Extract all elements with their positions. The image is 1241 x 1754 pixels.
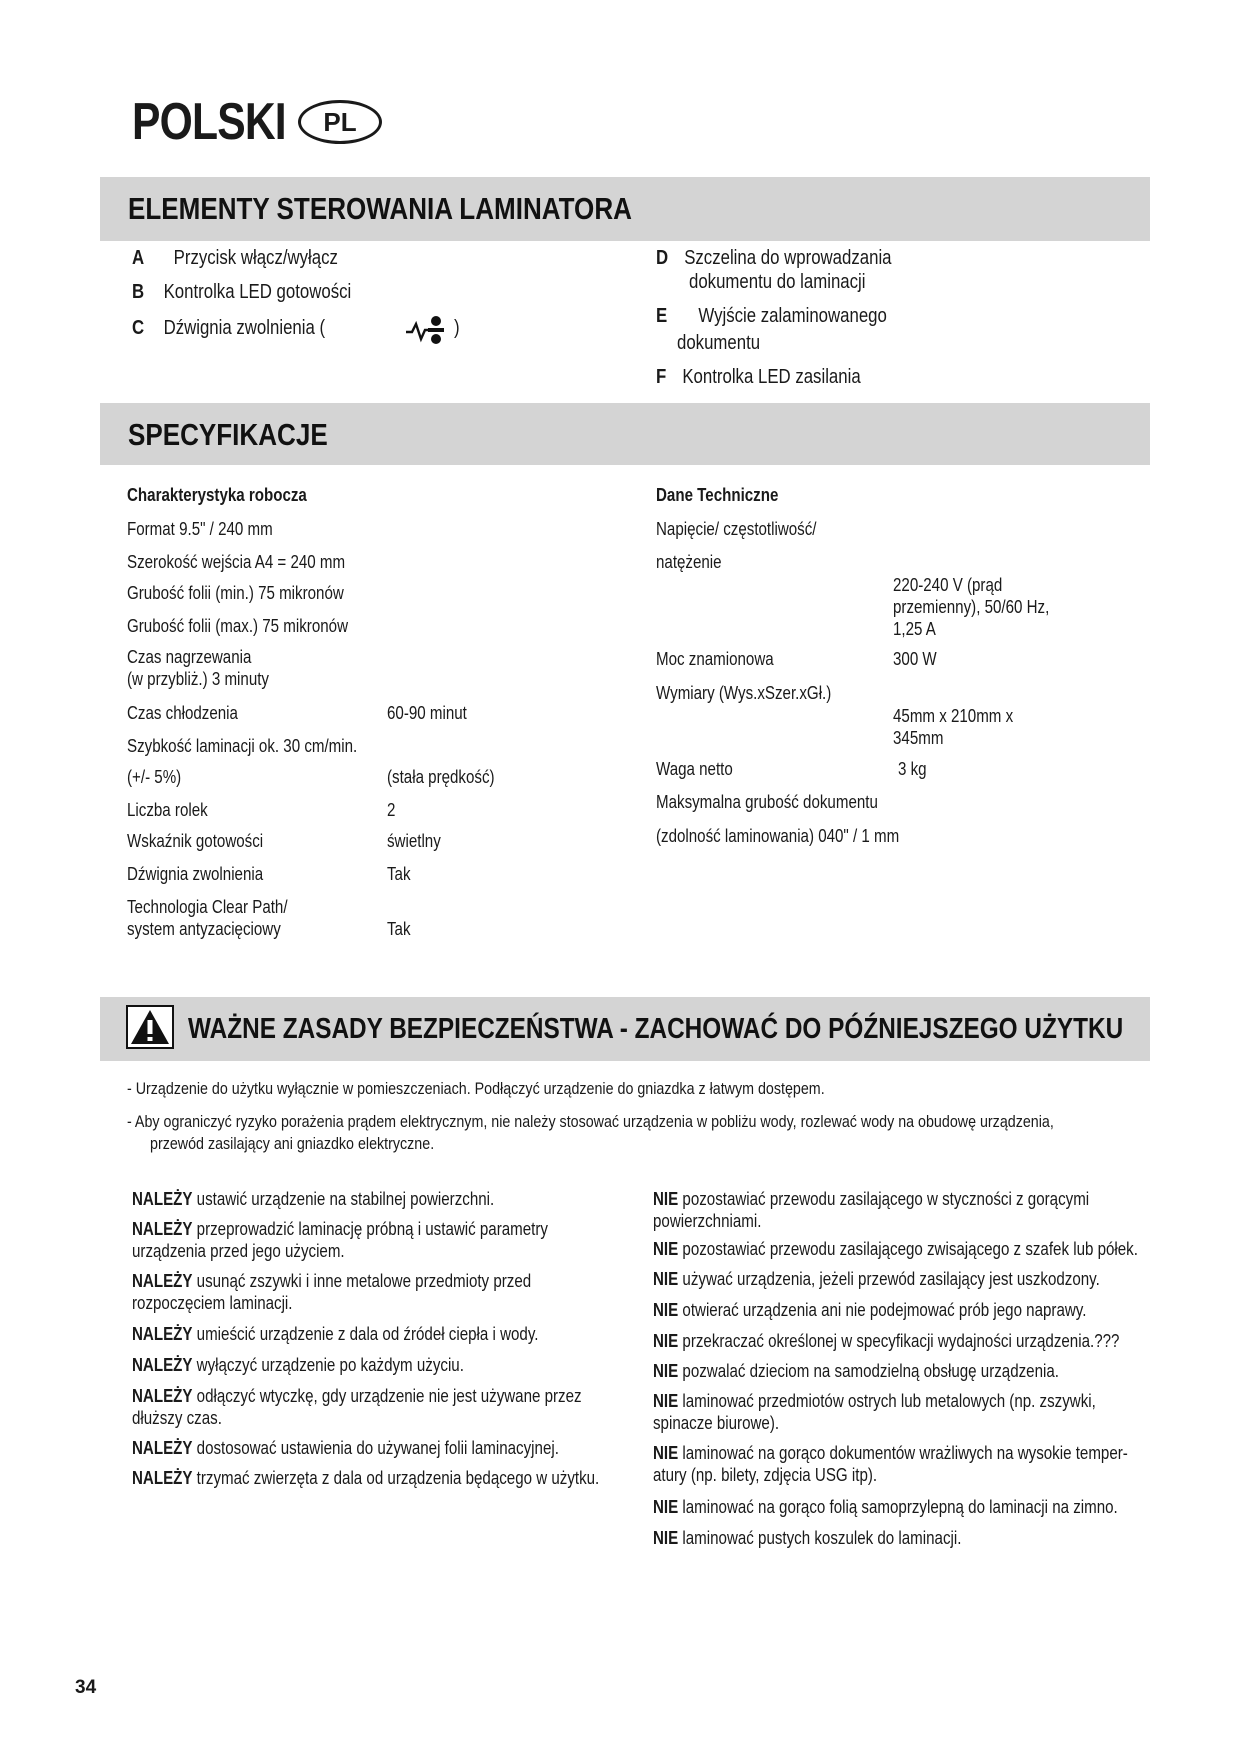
spec-clearpath-value: Tak xyxy=(387,919,411,939)
dont-item xyxy=(653,1188,1089,1210)
dont-text: otwierać urządzenia ani nie podejmować prób jego naprawy. xyxy=(678,1300,1087,1320)
do-item xyxy=(132,1270,531,1292)
control-letter: E xyxy=(656,305,668,327)
release-lever-icon xyxy=(404,313,446,347)
control-item-e xyxy=(656,304,887,328)
page-title: POLSKI xyxy=(132,93,286,151)
control-label: Wyjście zalaminowanego xyxy=(698,305,887,327)
do-text: odłączyć wtyczkę, gdy urządzenie nie jest używane przez xyxy=(192,1386,582,1406)
dont-text: przekraczać określonej w specyfikacji wydajności urządzenia.??? xyxy=(678,1331,1120,1351)
spec-speed-value: (stała prędkość) xyxy=(387,767,495,787)
spec-film-min: Grubość folii (min.) 75 mikronów xyxy=(127,583,344,603)
spec-voltage-value: 220-240 V (prąd xyxy=(893,575,1003,595)
spec-maxdoc-value: (zdolność laminowania) 040" / 1 mm xyxy=(656,826,900,846)
spec-ready-label: Wskaźnik gotowości xyxy=(127,831,264,851)
control-label: Kontrolka LED zasilania xyxy=(682,366,861,388)
spec-clearpath-label-2: system antyzacięciowy xyxy=(127,919,281,939)
spec-voltage-label-2: natężenie xyxy=(656,552,722,572)
do-text: umieścić urządzenie z dala od źródeł ciepła i wody. xyxy=(192,1324,539,1344)
dont-item xyxy=(653,1442,1128,1464)
spec-weight-value: 3 kg xyxy=(898,759,927,779)
spec-rollers-value: 2 xyxy=(387,800,396,820)
dont-item xyxy=(653,1527,961,1549)
control-item-c-close: ) xyxy=(454,317,460,339)
dont-text: pozostawiać przewodu zasilającego w styczności z gorącymi xyxy=(678,1189,1090,1209)
spec-voltage-value-3: 1,25 A xyxy=(893,619,936,639)
dont-text: pozwalać dzieciom na samodzielną obsługę urządzenia. xyxy=(678,1361,1059,1381)
specs-left-heading: Charakterystyka robocza xyxy=(127,485,307,505)
safety-section-header xyxy=(100,997,1150,1061)
spec-dims-label: Wymiary (Wys.xSzer.xGł.) xyxy=(656,683,832,703)
spec-width: Szerokość wejścia A4 = 240 mm xyxy=(127,552,346,572)
dont-keyword: NIE xyxy=(653,1189,679,1209)
dont-item-cont: atury (np. bilety, zdjęcia USG itp). xyxy=(653,1465,878,1485)
spec-maxdoc-label: Maksymalna grubość dokumentu xyxy=(656,792,878,812)
do-item xyxy=(132,1218,548,1240)
dont-keyword: NIE xyxy=(653,1361,679,1381)
do-keyword: NALEŻY xyxy=(132,1324,193,1344)
do-keyword: NALEŻY xyxy=(132,1219,193,1239)
spec-speed-tolerance: (+/- 5%) xyxy=(127,767,182,787)
dont-item xyxy=(653,1496,1118,1518)
do-text: trzymać zwierzęta z dala od urządzenia będącego w użytku. xyxy=(192,1468,600,1488)
dont-keyword: NIE xyxy=(653,1269,679,1289)
spec-release-value: Tak xyxy=(387,864,411,884)
control-item-e-cont: dokumentu xyxy=(677,332,761,354)
dont-keyword: NIE xyxy=(653,1239,679,1259)
do-text: przeprowadzić laminację próbną i ustawić parametry xyxy=(192,1219,548,1239)
dont-item-cont: spinacze biurowe). xyxy=(653,1413,780,1433)
spec-format: Format 9.5" / 240 mm xyxy=(127,519,273,539)
dont-item xyxy=(653,1268,1100,1290)
spec-cool-label: Czas chłodzenia xyxy=(127,703,238,723)
do-keyword: NALEŻY xyxy=(132,1386,193,1406)
spec-release-label: Dźwignia zwolnienia xyxy=(127,864,264,884)
spec-dims-value-2: 345mm xyxy=(893,728,944,748)
spec-cool-value: 60-90 minut xyxy=(387,703,467,723)
safety-intro-2: - Aby ograniczyć ryzyko porażenia prądem elektrycznym, nie należy stosować urządzenia w pobliżu wody, rozlewać wody na obudowę urządzenia, xyxy=(127,1112,1054,1131)
spec-clearpath-label: Technologia Clear Path/ xyxy=(127,897,288,917)
spec-weight-label: Waga netto xyxy=(656,759,733,779)
spec-voltage-value-2: przemienny), 50/60 Hz, xyxy=(893,597,1050,617)
do-item xyxy=(132,1437,559,1459)
control-label: Dźwignia zwolnienia ( xyxy=(163,317,326,339)
do-item xyxy=(132,1467,599,1489)
control-item-b xyxy=(132,280,351,304)
dont-keyword: NIE xyxy=(653,1331,679,1351)
spec-heat-value: (w przybliż.) 3 minuty xyxy=(127,669,269,689)
control-item-c xyxy=(132,316,325,340)
spec-power-value: 300 W xyxy=(893,649,937,669)
controls-section-header xyxy=(100,177,1150,241)
control-item-f xyxy=(656,365,861,389)
dont-text: laminować na gorąco dokumentów wrażliwych na wysokie temper- xyxy=(678,1443,1128,1463)
do-keyword: NALEŻY xyxy=(132,1271,193,1291)
specs-heading: SPECYFIKACJE xyxy=(128,417,328,452)
dont-text: laminować przedmiotów ostrych lub metalowych (np. zszywki, xyxy=(678,1391,1096,1411)
do-item-cont: rozpoczęciem laminacji. xyxy=(132,1293,293,1313)
do-item xyxy=(132,1354,464,1376)
control-item-d-cont: dokumentu do laminacji xyxy=(689,271,866,293)
page-number: 34 xyxy=(75,1677,97,1698)
dont-keyword: NIE xyxy=(653,1391,679,1411)
spec-power-label: Moc znamionowa xyxy=(656,649,774,669)
language-badge: PL xyxy=(298,100,382,144)
control-item-a xyxy=(132,246,338,270)
do-item xyxy=(132,1385,582,1407)
spec-film-max: Grubość folii (max.) 75 mikronów xyxy=(127,616,348,636)
do-item xyxy=(132,1323,538,1345)
dont-item xyxy=(653,1238,1138,1260)
dont-item xyxy=(653,1390,1096,1412)
spec-heat-label: Czas nagrzewania xyxy=(127,647,252,667)
spec-dims-value: 45mm x 210mm x xyxy=(893,706,1014,726)
specs-section-header xyxy=(100,403,1150,465)
dont-item-cont: powierzchniami. xyxy=(653,1211,762,1231)
safety-heading: WAŻNE ZASADY BEZPIECZEŃSTWA - ZACHOWAĆ DO PÓŹNIEJSZEGO UŻYTKU xyxy=(188,1013,1124,1045)
spec-voltage-label: Napięcie/ częstotliwość/ xyxy=(656,519,817,539)
do-keyword: NALEŻY xyxy=(132,1438,193,1458)
control-letter: F xyxy=(656,366,667,388)
spec-speed-label: Szybkość laminacji ok. 30 cm/min. xyxy=(127,736,358,756)
control-label: Kontrolka LED gotowości xyxy=(163,281,352,303)
dont-text: laminować na gorąco folią samoprzylepną do laminacji na zimno. xyxy=(678,1497,1118,1517)
dont-keyword: NIE xyxy=(653,1528,679,1548)
dont-item xyxy=(653,1299,1086,1321)
spec-rollers-label: Liczba rolek xyxy=(127,800,208,820)
dont-text: używać urządzenia, jeżeli przewód zasilający jest uszkodzony. xyxy=(678,1269,1100,1289)
dont-keyword: NIE xyxy=(653,1300,679,1320)
safety-intro-2-cont: przewód zasilający ani gniazdko elektryczne. xyxy=(150,1134,435,1153)
do-keyword: NALEŻY xyxy=(132,1189,193,1209)
dont-keyword: NIE xyxy=(653,1443,679,1463)
dont-text: laminować pustych koszulek do laminacji. xyxy=(678,1528,962,1548)
do-keyword: NALEŻY xyxy=(132,1468,193,1488)
do-item-cont: dłuższy czas. xyxy=(132,1408,222,1428)
warning-icon xyxy=(126,1005,174,1049)
control-label: Przycisk włącz/wyłącz xyxy=(173,247,338,269)
do-item xyxy=(132,1188,494,1210)
dont-text: pozostawiać przewodu zasilającego zwisającego z szafek lub półek. xyxy=(678,1239,1138,1259)
do-keyword: NALEŻY xyxy=(132,1355,193,1375)
safety-intro-1: - Urządzenie do użytku wyłącznie w pomieszczeniach. Podłączyć urządzenie do gniazdka z łatwym dostępem. xyxy=(127,1079,825,1098)
controls-heading: ELEMENTY STEROWANIA LAMINATORA xyxy=(128,191,632,226)
control-label: Szczelina do wprowadzania xyxy=(684,247,892,269)
control-letter: C xyxy=(132,317,145,339)
control-letter: B xyxy=(132,281,145,303)
dont-keyword: NIE xyxy=(653,1497,679,1517)
control-letter: D xyxy=(656,247,669,269)
spec-ready-value: świetlny xyxy=(387,831,441,851)
do-text: ustawić urządzenie na stabilnej powierzchni. xyxy=(192,1189,495,1209)
do-text: wyłączyć urządzenie po każdym użyciu. xyxy=(192,1355,464,1375)
dont-item xyxy=(653,1360,1059,1382)
do-text: usunąć zszywki i inne metalowe przedmioty przed xyxy=(192,1271,532,1291)
do-item-cont: urządzenia przed jego użyciem. xyxy=(132,1241,345,1261)
control-item-d xyxy=(656,246,892,270)
specs-right-heading: Dane Techniczne xyxy=(656,485,779,505)
dont-item xyxy=(653,1330,1119,1352)
do-text: dostosować ustawienia do używanej folii laminacyjnej. xyxy=(192,1438,559,1458)
control-letter: A xyxy=(132,247,145,269)
